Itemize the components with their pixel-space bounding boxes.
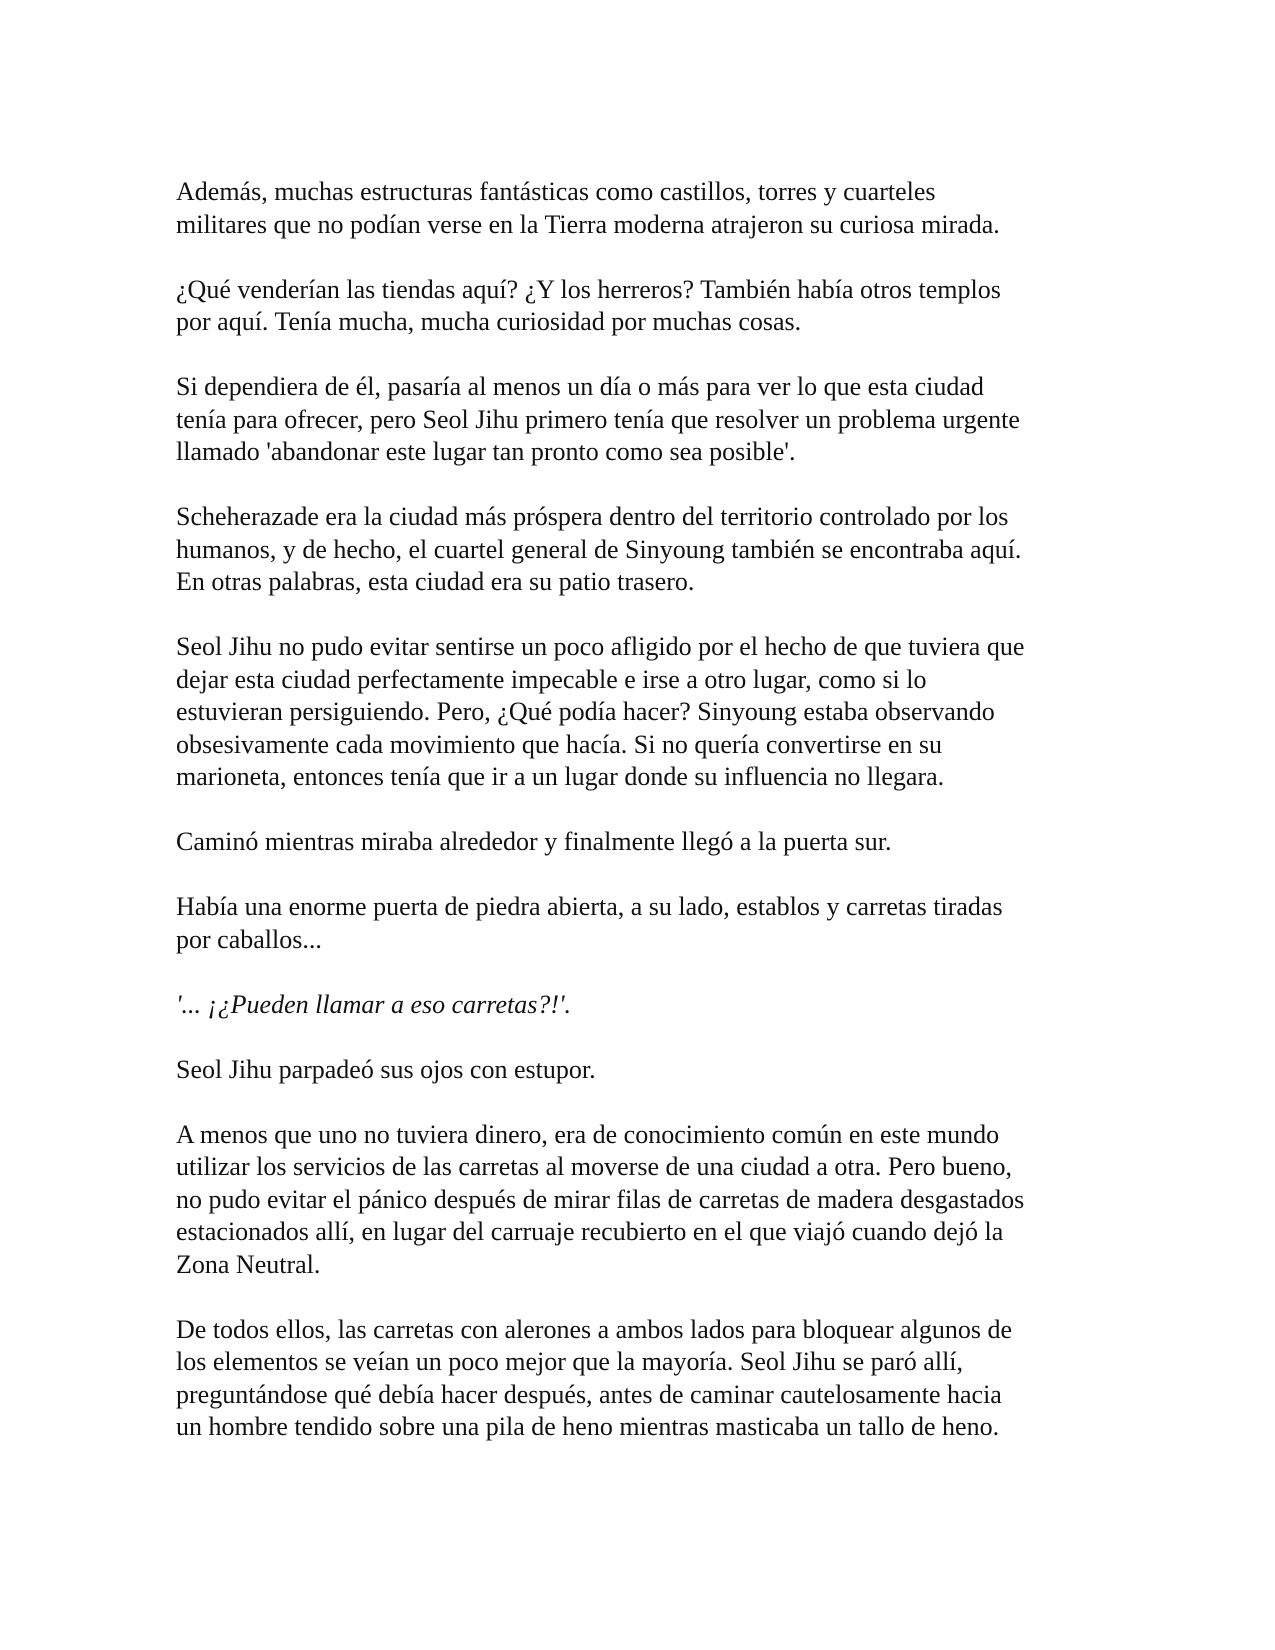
paragraph-2: ¿Qué venderían las tiendas aquí? ¿Y los herreros? También había otros templos por aquí. Tenía mucha, mucha curiosidad por muchas cosas. [176,274,1001,336]
paragraph-4: Scheherazade era la ciudad más próspera dentro del territorio controlado por los humanos, y de hecho, el cuartel general de Sinyoung también se encontraba aquí. En otras palabras, esta ciudad era su patio trasero. [176,502,1022,596]
paragraph-10: A menos que uno no tuviera dinero, era de conocimiento común en este mundo utilizar los servicios de las carretas al moverse de una ciudad a otra. Pero bueno, no pudo evitar el pánico después de mirar filas de carretas de madera desgastados estacionados allí, en lugar del carruaje recubierto en el que viajó cuando dejó la Zona Neutral. [176,1119,1025,1279]
paragraph-11: De todos ellos, las carretas con alerones a ambos lados para bloquear algunos de los elementos se veían un poco mejor que la mayoría. Seol Jihu se paró allí, preguntándose qué debía hacer después, antes de caminar cautelosamente hacia un hombre tendido sobre una pila de heno mientras masticaba un tallo de heno. [176,1314,1013,1441]
paragraph-9: Seol Jihu parpadeó sus ojos con estupor. [176,1054,596,1084]
paragraph-5: Seol Jihu no pudo evitar sentirse un poco afligido por el hecho de que tuviera que dejar esta ciudad perfectamente impecable e irse a otro lugar, como si lo estuvieran persiguiendo. Pero, ¿Qué podía hacer? Sinyoung estaba observando obsesivamente cada movimiento que hacía. Si no quería convertirse en su marioneta, entonces tenía que ir a un lugar donde su influencia no llegara. [176,632,1025,791]
paragraph-6: Caminó mientras miraba alrededor y finalmente llegó a la puerta sur. [176,827,892,856]
paragraph-8-thought: '... ¡¿Pueden llamar a eso carretas?!'. [176,989,572,1019]
page-body [176,176,1096,1444]
paragraph-3: Si dependiera de él, pasaría al menos un día o más para ver lo que esta ciudad tenía para ofrecer, pero Seol Jihu primero tenía que resolver un problema urgente llamado 'abandonar este lugar tan pronto como sea posible'. [176,372,1020,466]
paragraph-7: Había una enorme puerta de piedra abierta, a su lado, establos y carretas tiradas por caballos... [176,892,1003,954]
paragraph-1: Además, muchas estructuras fantásticas como castillos, torres y cuarteles militares que no podían verse en la Tierra moderna atrajeron su curiosa mirada. [176,177,1000,239]
